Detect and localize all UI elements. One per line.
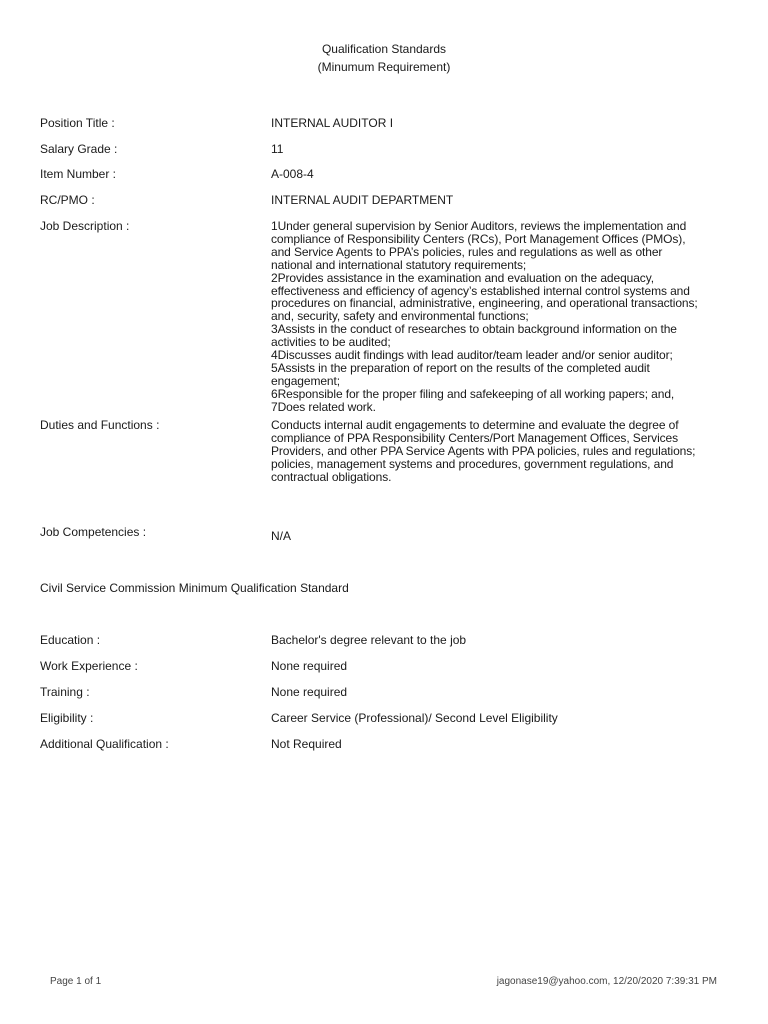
document-header <box>0 40 768 76</box>
duties-line: Conducts internal audit engagements to determine and evaluate the degree of <box>271 418 679 432</box>
education-value: Bachelor's degree relevant to the job <box>271 633 467 647</box>
salary-grade-label: Salary Grade : <box>40 142 118 156</box>
education-label: Education : <box>40 633 101 647</box>
duties-line: policies, management systems and procedures, government regulations, and <box>271 456 674 471</box>
job-description-line: and Service Agents to PPA’s policies, rules and regulations as well as other <box>271 244 663 259</box>
position-title-label: Position Title : <box>40 116 115 130</box>
additional-qualification-label: Additional Qualification : <box>40 737 169 751</box>
duties-line: Providers, and other PPA Service Agents with PPA policies, rules and regulations; <box>271 443 696 458</box>
salary-grade-value: 11 <box>271 142 284 156</box>
training-value: None required <box>271 685 348 699</box>
print-stamp: jagonase19@yahoo.com, 12/20/2020 7:39:31 PM <box>496 976 717 987</box>
eligibility-label: Eligibility : <box>40 711 94 725</box>
duties-label: Duties and Functions : <box>40 418 160 432</box>
additional-qualification-value: Not Required <box>271 737 342 751</box>
job-description-line: 1Under general supervision by Senior Auditors, reviews the implementation and <box>271 219 687 233</box>
duties-line: contractual obligations. <box>271 469 392 484</box>
job-description-line: compliance of Responsibility Centers (RCs), Port Management Offices (PMOs), <box>271 231 686 246</box>
document-title: Qualification Standards <box>321 42 447 56</box>
job-description-line: and, security, safety and environmental functions; <box>271 309 529 324</box>
job-description-line: engagement; <box>271 373 340 388</box>
page-number: Page 1 of 1 <box>50 976 102 987</box>
job-description-line: effectiveness and efficiency of agency’s established internal control systems and <box>271 283 690 298</box>
job-description-line: national and international statutory requirements; <box>271 257 527 272</box>
csc-section-title: Civil Service Commission Minimum Qualification Standard <box>40 581 349 595</box>
job-description-text <box>271 220 741 414</box>
duties-text <box>271 419 741 484</box>
job-description-line: 3Assists in the conduct of researches to obtain background information on the <box>271 322 677 337</box>
position-title-value: INTERNAL AUDITOR I <box>271 116 394 130</box>
eligibility-value: Career Service (Professional)/ Second Level Eligibility <box>271 711 558 725</box>
job-description-line: 5Assists in the preparation of report on the results of the completed audit <box>271 360 650 375</box>
job-description-line: activities to be audited; <box>271 335 391 350</box>
job-description-line: 4Discusses audit findings with lead auditor/team leader and/or senior auditor; <box>271 348 673 363</box>
duties-line: compliance of PPA Responsibility Centers/Port Management Offices, Services <box>271 430 679 445</box>
item-number-value: A-008-4 <box>271 167 314 181</box>
training-label: Training : <box>40 685 90 699</box>
job-description-line: 6Responsible for the proper filing and safekeeping of all working papers; and, <box>271 386 675 401</box>
item-number-label: Item Number : <box>40 167 117 181</box>
job-description-line: procedures on financial, administrative, engineering, and operational transactions; <box>271 296 698 311</box>
job-description-line: 7Does related work. <box>271 399 376 414</box>
rc-pmo-value: INTERNAL AUDIT DEPARTMENT <box>271 193 454 207</box>
job-competencies-value: N/A <box>271 529 292 543</box>
job-competencies-label: Job Competencies : <box>40 525 147 539</box>
job-description-line: 2Provides assistance in the examination and evaluation on the adequacy, <box>271 270 654 285</box>
document-subtitle: (Minumum Requirement) <box>317 60 451 74</box>
job-description-label: Job Description : <box>40 219 130 233</box>
work-experience-label: Work Experience : <box>40 659 138 673</box>
rc-pmo-label: RC/PMO : <box>40 193 95 207</box>
work-experience-value: None required <box>271 659 348 673</box>
